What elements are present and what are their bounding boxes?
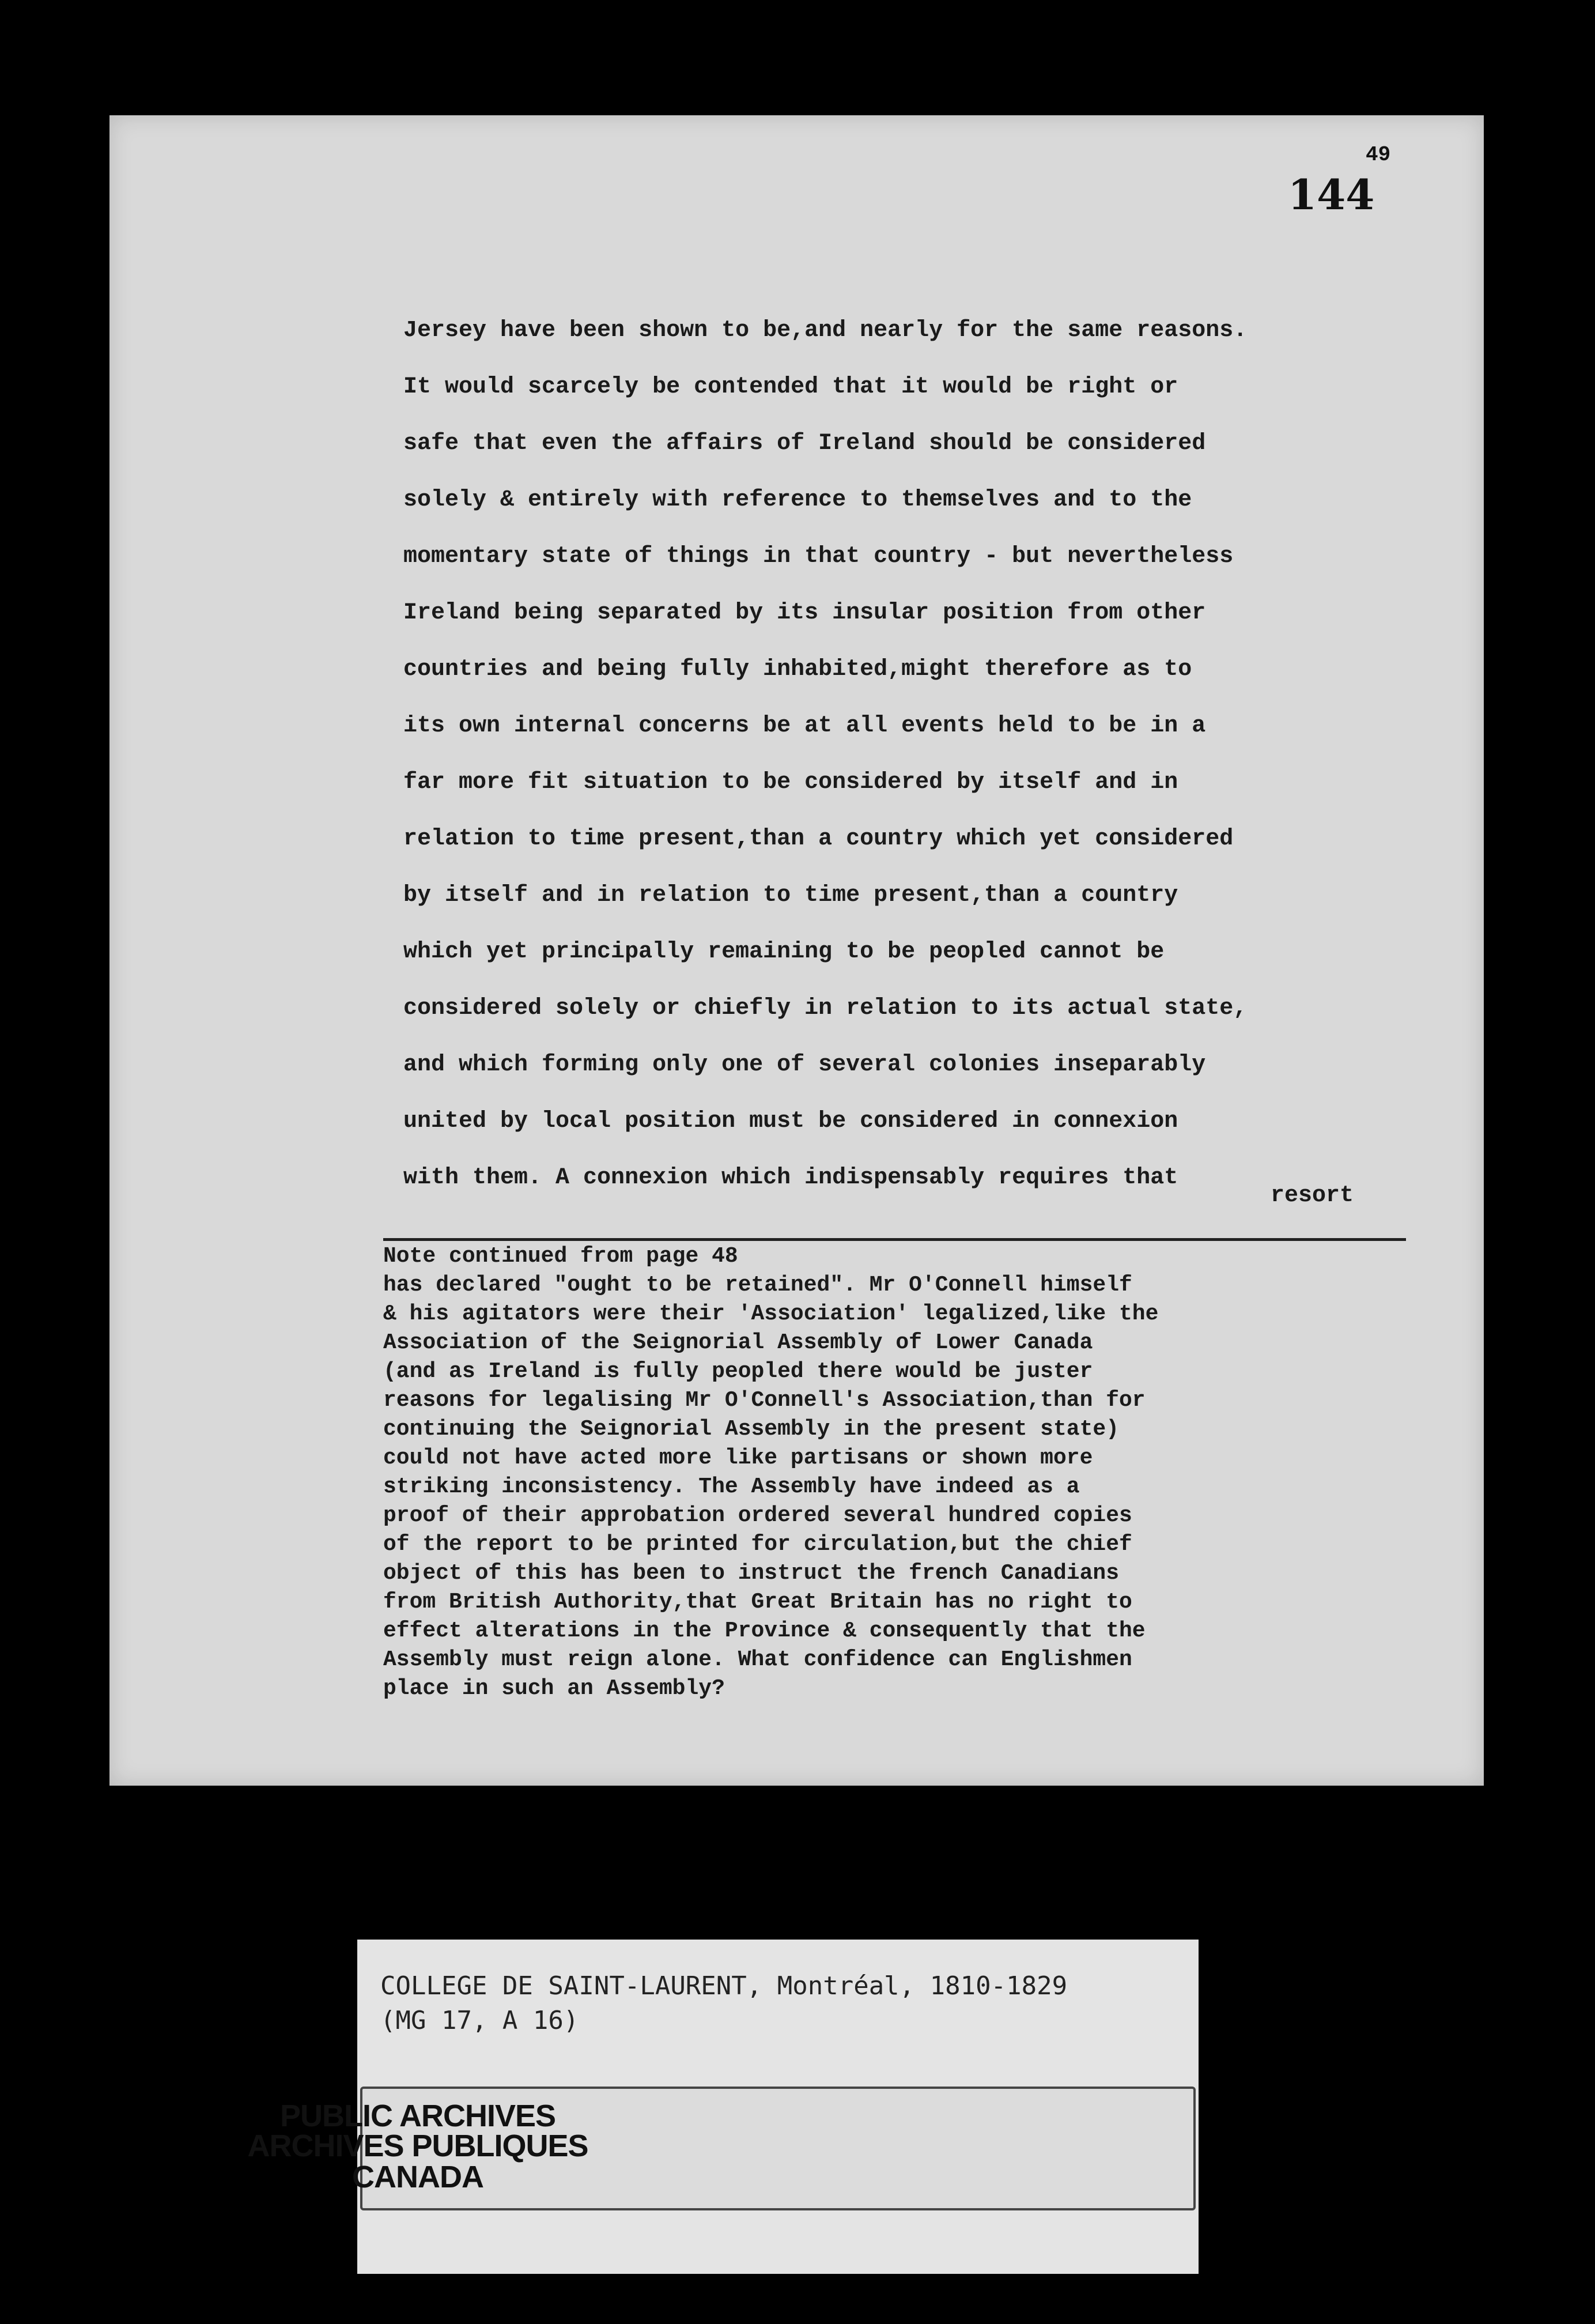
text-line: and which forming only one of several colonies inseparably	[403, 1052, 1206, 1078]
text-line: united by local position must be considered in connexion	[403, 1108, 1178, 1134]
note-line: has declared "ought to be retained". Mr O'Connell himself	[383, 1273, 1132, 1297]
note-line: Note continued from page 48	[383, 1244, 738, 1269]
collection-title: COLLEGE DE SAINT-LAURENT, Montréal, 1810-1829	[380, 1971, 1068, 2001]
note-line: proof of their approbation ordered several hundred copies	[383, 1503, 1132, 1528]
note-line: from British Authority,that Great Britain has no right to	[383, 1590, 1132, 1614]
text-line: It would scarcely be contended that it would be right or	[403, 374, 1178, 400]
text-line: which yet principally remaining to be peopled cannot be	[403, 939, 1165, 965]
text-line: momentary state of things in that country - but nevertheless	[403, 544, 1234, 569]
text-line: relation to time present,than a country which yet considered	[403, 826, 1234, 852]
note-line: reasons for legalising Mr O'Connell's Association,than for	[383, 1388, 1146, 1413]
text-line: Jersey have been shown to be,and nearly for the same reasons.	[403, 318, 1248, 344]
note-line: object of this has been to instruct the french Canadians	[383, 1561, 1120, 1586]
text-line: considered solely or chiefly in relation to its actual state,	[403, 995, 1248, 1021]
note-line: Association of the Seignorial Assembly of Lower Canada	[383, 1330, 1093, 1355]
note-line: place in such an Assembly?	[383, 1676, 725, 1701]
page-number: 144	[1288, 170, 1375, 219]
note-line: of the report to be printed for circulation,but the chief	[383, 1532, 1132, 1557]
text-line: countries and being fully inhabited,might therefore as to	[403, 657, 1192, 682]
note-line: continuing the Seignorial Assembly in the present state)	[383, 1417, 1120, 1442]
note-line: could not have acted more like partisans or shown more	[383, 1446, 1093, 1470]
note-line: Assembly must reign alone. What confidence can Englishmen	[383, 1647, 1132, 1672]
note-line: (and as Ireland is fully peopled there would be juster	[383, 1359, 1093, 1384]
text-line: Ireland being separated by its insular position from other	[403, 600, 1206, 626]
text-line: far more fit situation to be considered by itself and in	[403, 769, 1178, 795]
catchword: resort	[1271, 1183, 1354, 1209]
footnote-block	[383, 1242, 1420, 1703]
text-line: solely & entirely with reference to themselves and to the	[403, 487, 1192, 513]
note-line: & his agitators were their 'Association' legalized,like the	[383, 1301, 1159, 1326]
stamp-line-french: ARCHIVES PUBLIQUES	[247, 2129, 588, 2163]
footnote-divider	[383, 1238, 1406, 1241]
stamp-line-country: CANADA	[352, 2160, 483, 2194]
folio-number: 49	[1366, 143, 1391, 167]
main-text-body	[403, 303, 1452, 1206]
collection-reference: (MG 17, A 16)	[380, 2006, 579, 2035]
stamp-line-english: PUBLIC ARCHIVES	[279, 2099, 556, 2133]
text-line: with them. A connexion which indispensably requires that	[403, 1165, 1178, 1191]
note-line: striking inconsistency. The Assembly have indeed as a	[383, 1474, 1080, 1499]
note-line: effect alterations in the Province & consequently that the	[383, 1618, 1146, 1643]
text-line: by itself and in relation to time present,than a country	[403, 882, 1178, 908]
text-line: its own internal concerns be at all events held to be in a	[403, 713, 1206, 739]
text-line: safe that even the affairs of Ireland should be considered	[403, 431, 1206, 456]
